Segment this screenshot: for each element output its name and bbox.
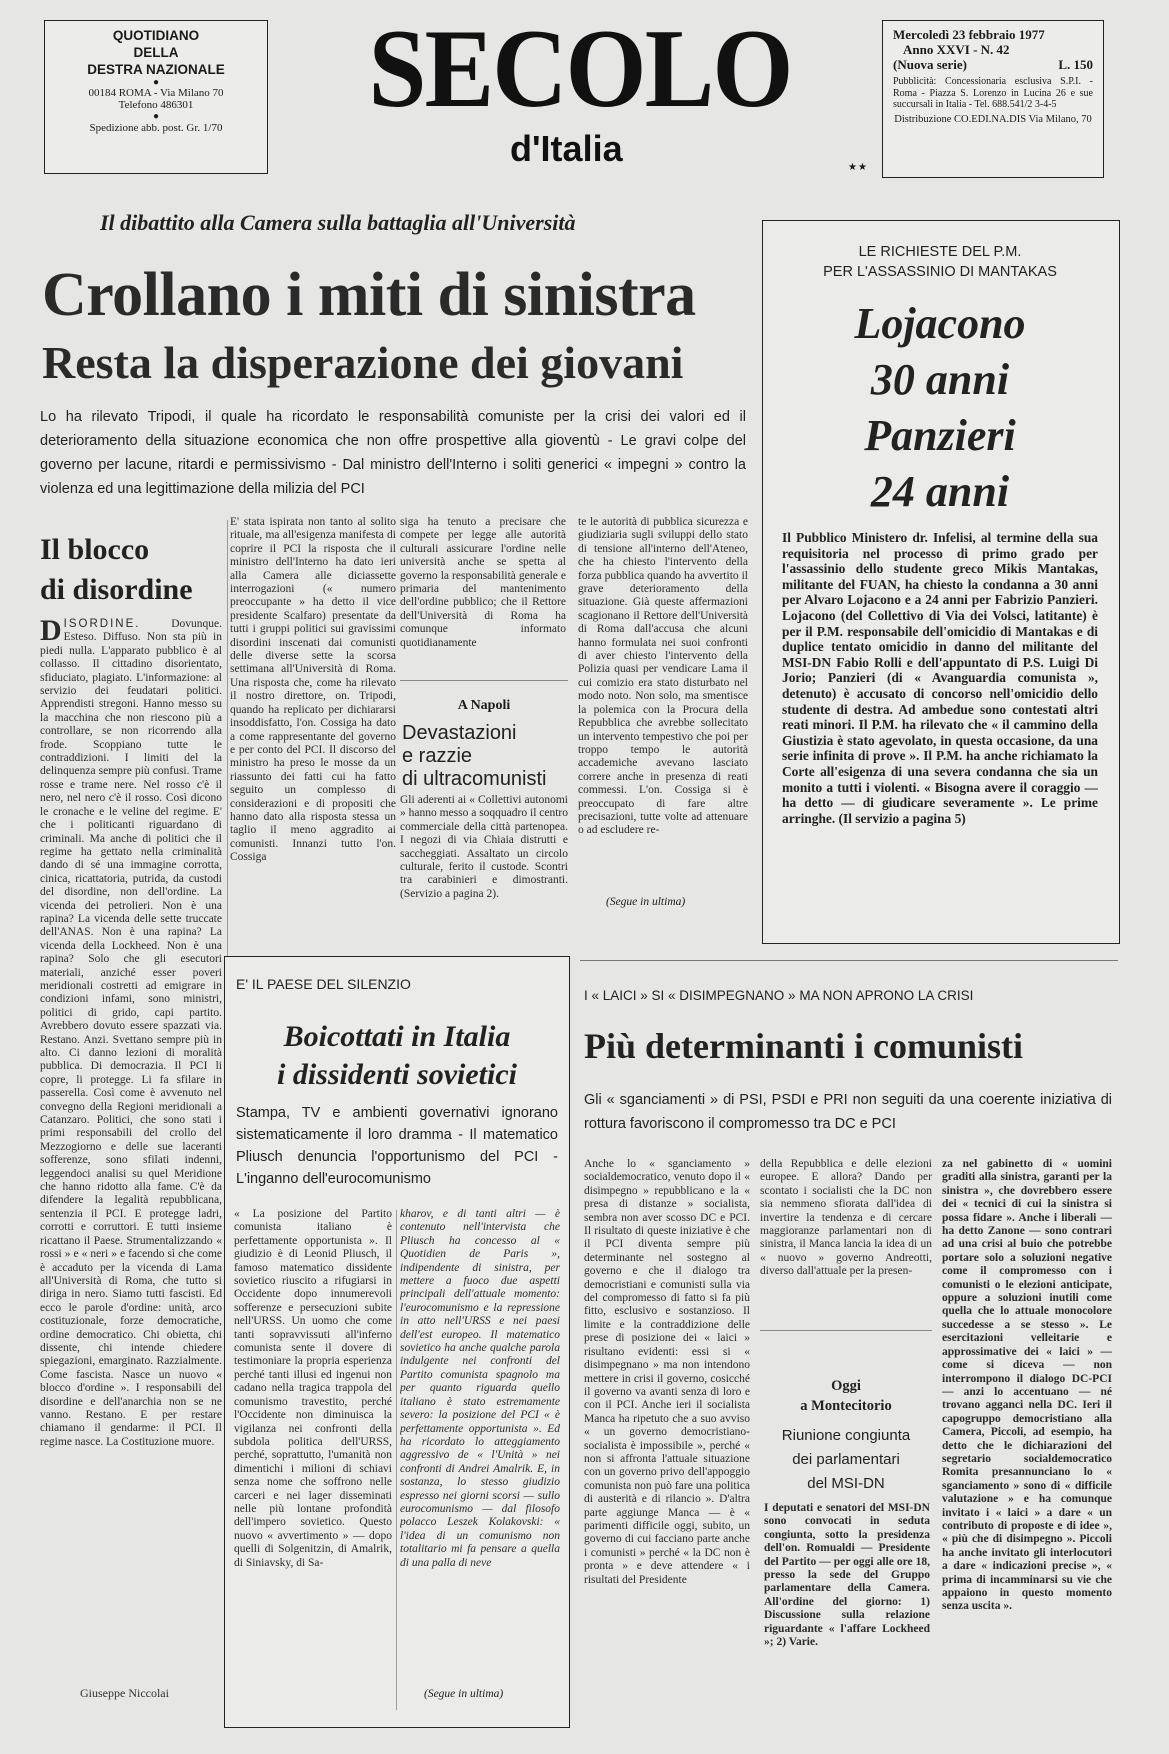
- lead-article-col-2: E' stata ispirata non tanto al solito rituale, ma all'esigenza manifesta di coprire il PCI la risposta che il ministro dell'Interno ha dato ieri alla Camera alle diciassette interrogazioni (« numero preoccupante » ha detto il vice presidente Scalfaro) presentate da tutti i gruppi politici sui gravissimi disordini inscenati dai comunisti delle diverse sette la scorsa settimana all'Università di Roma. Una risposta che, come ha rilevato il nostro direttore, on. Tripodi, quando ha replicato per dichiararsi insoddisfatto, l'on. Cossiga ha dato a come rappresentante del governo e per conto del PCI. Il discorso del ministro ha preso le mosse da un riassunto dei fatti cui ha fatto seguito un complesso di considerazioni e di propositi che hanno dato alla risposta stessa un taglio il meno aggradito ai comunisti. Innanzi tutto l'on. Cossiga: [230, 516, 396, 864]
- lead-deck: Lo ha rilevato Tripodi, il quale ha ricordato le responsabilità comuniste per la crisi dei valori ed il deterioramento della situazione economica che non offre prospettive alla gioventù - Le gravi colpe del governo per lacune, ritardi e permissivismo - Dal ministro dell'Interno i soliti generici « impegni » contro la violenza ed una legittimazione della milizia del PCI: [40, 409, 746, 497]
- lead-article-col-3: siga ha tenuto a precisare che compete per legge alle autorità culturali assicurare l'ordine nelle università anche se spetta al governo la responsabilità generale e primaria del mantenimento dell'ordine pubblico; che il Rettore dell'Università di Roma ha comunque informato quotidianamente: [400, 516, 566, 649]
- lead-subheadline: Resta la disperazione dei giovani: [42, 337, 684, 388]
- mantakas-headline: [764, 296, 1116, 520]
- napoli-divider: [400, 680, 568, 681]
- laici-kicker: I « LAICI » SI « DISIMPEGNANO » MA NON APRONO LA CRISI: [584, 988, 974, 1003]
- masthead-right-box: [882, 20, 1104, 178]
- masthead-line-1: QUOTIDIANO: [112, 28, 200, 43]
- mantakas-kicker-line-2: PER L'ASSASSINIO DI MANTAKAS: [823, 264, 1057, 280]
- editorial-author: Giuseppe Niccolai: [80, 1686, 169, 1700]
- dissidents-deck: Stampa, TV e ambienti governativi ignorano sistematicamente il loro dramma - Il matematico Pliusch denuncia l'opportunismo del PCI - L'inganno dell'eurocomunismo: [236, 1105, 558, 1187]
- mantakas-body: Il Pubblico Ministero dr. Infelisi, al termine della sua requisitoria nel processo di primo grado per l'assassinio dello studente greco Mikis Mantakas, militante del FUAN, ha chiesto la condanna a 30 anni per Alvaro Lojacono e a 24 anni per Fabrizio Panzieri. Lojacono (del Collettivo di Via dei Volsci, latitante) è per il P.M. responsabile dell'omicidio di Mantakas e di duplice tentato omicidio in danno del militante del MSI-DN Fabio Rolli e dell'appuntato di P.S. Luigi Di Jorio; Panzieri (di « Avanguardia comunista », detenuto) è accusato di concorso nell'omicidio dello studente di destra. Ad ambedue sono contestati altri reati minori. Il P.M. ha rilevato che « il cammino della Giustizia è stato agevolato, in questa occasione, da una serie infinita di prove ». Il P.M. ha anche richiamato la Corte all'esigenza di una severa condanna che sia un monito a tutti i violenti. « Bisogna avere il coraggio — ha detto — di giudicare severamente ». Le prime arringhe. (Il servizio a pagina 5): [782, 530, 1098, 826]
- newspaper-title: SECOLO: [368, 7, 792, 131]
- column-rule: [396, 1210, 397, 1710]
- bullet-icon: ●: [152, 111, 160, 122]
- napoli-headline-line-3: di ultracomunisti: [402, 768, 547, 790]
- napoli-headline-line-2: e razzie: [402, 745, 473, 767]
- masthead-address: 00184 ROMA - Via Milano 70: [88, 87, 224, 99]
- dissidents-continued: (Segue in ultima): [424, 1688, 504, 1700]
- distribution-info: Distribuzione CO.EDI.NA.DIS Via Milano, 70: [894, 113, 1092, 125]
- dissidents-headline-line-1: Boicottati in Italia: [283, 1020, 511, 1053]
- montecitorio-kicker-line-2: a Montecitorio: [800, 1398, 892, 1414]
- dissidents-kicker: E' IL PAESE DEL SILENZIO: [236, 976, 411, 992]
- napoli-headline-line-1: Devastazioni: [402, 722, 517, 744]
- masthead-postal: Spedizione abb. post. Gr. 1/70: [89, 122, 223, 134]
- montecitorio-headline-line-1: Riunione congiunta: [781, 1427, 911, 1444]
- editorial-title-line-1: Il blocco: [40, 533, 150, 566]
- bullet-icon: ●: [152, 77, 160, 88]
- napoli-headline: [402, 722, 570, 791]
- laici-col-2: della Repubblica e delle elezioni europee. E allora? Dando per scontato i socialisti che la DC non sia nemmeno sfiorata dall'idea di invertire la tendenza e di cercare maggioranze parlamentari non di sinistra, il Manca lancia la idea di un « nuovo » governo Andreotti, diverso dall'attuale per la presen-: [760, 1158, 932, 1278]
- laici-deck: Gli « sganciamenti » di PSI, PSDI e PRI non seguiti da una coerente iniziativa di rottura favoriscono il compromesso tra DC e PCI: [584, 1092, 1112, 1132]
- lead-kicker: Il dibattito alla Camera sulla battaglia all'Università: [100, 210, 576, 235]
- mantakas-kicker-line-1: LE RICHIESTE DEL P.M.: [858, 244, 1022, 260]
- editorial-text: Dovunque. Esteso. Diffuso. Non sta più in piedi nulla. L'apparato pubblico è al collasso. Il cittadino disorientato, sfiduciato, plagiato. L'informazione: al servizio dei feudatari politici. Apprendisti stregoni. Hanno messo su la macchina che non riescono più a controllare, se non ricorrendo alla frode. Scoppiano tutte le contraddizioni. I limiti del la delinquenza sempre più confusi. Trame rosse e trame nere. Nel rosso c'è il nero, nel nero c'è il rosso. Così dicono le cronache e le veline del regime. E' che i politicanti riguardano di criminali. Ma anche di politici che il regime ha gettato nella criminalità dando di sé una immagine corrotta, cinica, ricattatoria, putrida, da custodi del disordine, non dell'ordine. La vicenda dei petrolieri. Non è una rapina? La vicenda delle sette truccate dell'ANAS. Non è una rapina? La vicenda della Lockheed. Non è una rapina? Solo che gli esecutori materiali, anziché esser poveri meridionali costretti ad emigrare in condizioni infami, sono ministri, politici di grido, capi partito. Avrebbero dovuto essere spazzati via. Restano. Anzi. Svettano sempre più in alto. Ci danno lezioni di moralità pubblica. Di democrazia. Il PCI li copre, li protegge. Li fa sfilare in passerella. Così come è avvenuto nel convegno della Regioni meridionali a Catanzaro. Politici, che sono stati i primi responsabili del crollo del Mezzogiorno e delle sue laceranti sofferenze, sono sfilati indenni, leggendoci analisi su quel Meridione che hanno ridotto alla fame. C'è da difendere la legalità repubblicana, sentenzia il PCI. E protegge ladri, corrotti e corruttori. E tutti insieme ricattano il Paese. Strumentalizzando « rossi » e « neri » e facendo sì che come è accaduto per la vicenda di Lama all'Università di Roma, che tutto si diriga in nero. Siamo tutti fascisti. Ed ecco le parole d'ordine: unità, arco costituzionale, forze democratiche, ordine democratico. Chi obietta, chi dissente, chi intende chiedere spiegazioni, emarginato. Razzialmente. Come fascista. Nasce un nuovo « blocco d'ordine ». I responsabili del disordine e dell'anarchia non se ne vanno. Restano. E per restare chiamano il gendarme: il PCI. Il regime nasce. La Costituzione muore.: [40, 618, 222, 1448]
- issue-date: Mercoledì 23 febbraio 1977: [893, 27, 1045, 42]
- dissidents-headline: [230, 1018, 564, 1094]
- mantakas-kicker: [764, 242, 1116, 282]
- advertising-info: Pubblicità: Concessionaria esclusiva S.P.I. - Roma - Piazza S. Lorenzo in Lucina 26 e sue succursali in Italia - Tel. 688.541/2 3-4-5: [893, 76, 1093, 110]
- napoli-kicker: A Napoli: [457, 698, 511, 713]
- montecitorio-headline: [760, 1424, 932, 1496]
- issue-year: Anno XXVI - N. 42: [903, 42, 1010, 57]
- masthead-left-box: [44, 20, 268, 174]
- lead-continued: (Segue in ultima): [606, 896, 686, 908]
- laici-headline: Più determinanti i comunisti: [584, 1026, 1023, 1066]
- editorial-lead-word: ISORDINE.: [63, 618, 141, 630]
- dissidents-col-1: « La posizione del Partito comunista italiano è perfettamente opportunista ». Il giudizio è di Leonid Pliusch, il famoso matematico dissidente sovietico riuscito a rifugiarsi in Occidente dopo innumerevoli sofferenze e persecuzioni subite nell'URSS. Un uomo che come tanti sopravvissuti all'inferno comunista sente il dovere di testimoniare la propria esperienza perché tanti illusi ed ingenui non cadano nella tragica trappola del comunismo travestito, perché l'Occidente non diminuisca la vigilanza nei confronti della subdola politica dell'URSS, perché, soprattutto, l'umanità non dimentichi i milioni di schiavi senza nome che soffrono nelle carceri e nei lager disseminati nelle più lontane profondità dell'impero sovietico. Questo nuovo « avvertimento » — dopo quelli di Solgenitzin, di Amalrik, di Siniavsky, di Sa-: [234, 1208, 392, 1569]
- issue-price: L. 150: [1058, 57, 1093, 72]
- issue-series: (Nuova serie): [893, 57, 968, 72]
- star-icon: ★★: [848, 162, 868, 173]
- mantakas-headline-line-1: Lojacono: [854, 299, 1026, 348]
- mantakas-headline-line-2: 30 anni: [870, 355, 1010, 404]
- editorial-body: [40, 618, 222, 1678]
- editorial-dropcap: D: [40, 618, 62, 647]
- montecitorio-body: I deputati e senatori del MSI-DN sono convocati in seduta congiunta, sotto la presidenza dell'on. Romualdi — Presidente del Partito — per oggi alle ore 18, presso la sede del Gruppo parlamentare della Camera. All'ordine del giorno: 1) Discussione sulla relazione riguardante « l'affare Lockheed »; 2) Varie.: [764, 1502, 930, 1649]
- lead-headline: Crollano i miti di sinistra: [42, 261, 696, 329]
- montecitorio-kicker-line-1: Oggi: [831, 1378, 861, 1394]
- editorial-title-line-2: di disordine: [40, 573, 193, 606]
- masthead-phone: Telefono 486301: [118, 99, 194, 111]
- masthead-line-3: DESTRA NAZIONALE: [87, 62, 225, 77]
- montecitorio-headline-line-2: dei parlamentari: [792, 1451, 900, 1468]
- laici-divider: [580, 960, 1118, 961]
- dissidents-col-2: kharov, e di tanti altri — è contenuto nell'intervista che Pliusch ha concesso al « Quotidien de Paris », indipendente di sinistra, per mettere a fuoco due aspetti principali dell'attuale momento: l'eurocomunismo e la repressione in atto nell'URSS e nei paesi dell'est europeo. Il matematico sovietico ha anche qualche parola indulgente nei confronti del Partito comunista spagnolo ma per quanto riguarda quello italiano è stato estremamente severo: la posizione del PCI « è perfettamente opportunista ». Ed ha ricordato lo atteggiamento aggressivo de « l'Unità » nei confronti di Andrei Amalrik. E, in sostanza, lo stesso giudizio espresso nei giorni scorsi — sullo eurocomunismo — dal filosofo polacco Leszek Kolakovski: « l'idea di un comunismo non totalitario mi fa pensare a quella di una palla di neve: [400, 1208, 560, 1569]
- laici-col-3: za nel gabinetto di « uomini graditi alla sinistra, garanti per la sinistra », che dovrebbero essere dei « tecnici di cui la sinistra si possa fidare ». Anche i liberali — ha detto Zanone — sono contrari ad una crisi al buio che potrebbe portare solo a soluzioni negative come il compromesso con i comunisti o le elezioni anticipate, oppure a soluzioni inutili come quella che lo attuale monocolore succedesse a se stesso ». Le esercitazioni velleitarie e approssimative dei « laici » — come si diceva — non interrompono il dialogo DC-PCI — anzi lo accentuano — né trovano agganci nella DC. Ieri il capogruppo democristiano alla Camera, Piccoli, ad esempio, ha detto che le dichiarazioni del segretario socialdemocratico Romita presannunciano lo « sganciamento » sono di « difficile valutazione » e ha comunque invitato i « laici » a dare « un contributo di proposte e di idee », « più che di disimpegno ». Piccoli ha anche invitato gli interlocutori a dare « indicazioni precise », « prima di incamminarsi su vie che appaiono in questo momento senza uscita ».: [942, 1158, 1112, 1613]
- laici-col-1: Anche lo « sganciamento » socialdemocratico, venuto dopo il « disimpegno » repubblicano e la « presa di distanze » socialista, sembra non aver scosso DC e PCI. Il risultato di queste iniziative è che il PCI diventa sempre più determinante nel sostegno al governo e che il dialogo tra democristiani e comunisti sulla via del compromesso di fatto si fa più fitto, esclusivo e sostanzioso. Il limite e la contraddizione delle prese di posizione dei « laici » risultano evidenti: essi si « disimpegnano » ma non intendono mettere in crisi il governo, cosicché il governo va avanti senza di loro e con il PCI. Anche ieri il socialista Manca ha ripetuto che a suo avviso « un governo democristiano-socialista è impossibile », perché « non si affronta l'attuale situazione con un governo privo dell'appoggio comunista non può fare una politica di austerità e di rilancio ». D'altra parte aggiunge Manca — è « parimenti difficile oggi, subito, un governo di cui facciano parte anche i comunisti » perché « la DC non è pronta » e deve attendere « i risultati del Presidente: [584, 1158, 750, 1586]
- newspaper-subtitle: d'Italia: [510, 128, 623, 169]
- dissidents-headline-line-2: i dissidenti sovietici: [277, 1058, 517, 1091]
- montecitorio-divider: [760, 1330, 932, 1331]
- editorial-title: [40, 530, 222, 610]
- mantakas-headline-line-4: 24 anni: [870, 467, 1010, 516]
- lead-article-col-4: te le autorità di pubblica sicurezza e giudiziaria sugli sviluppi dello stato di tensione all'interno dell'Ateneo, che ha chiesto l'intervento della forza pubblica quando ha avvertito il grave deterioramento della situazione. Già queste affermazioni scagionano il Rettore dell'Università di Roma dall'accusa che alcuni hanno formulata nei suoi confronti di aver chiesto l'intervento della Polizia quasi per vendicare Lama il cui comizio era stato disturbato nel modo noto. Non solo, ma smentisce la polemica con la Procura della Repubblica che avrebbe sollecitato un intervento tempestivo che poi per troppo tempo le autorità accademiche avevano lasciato correre anche in presenza di reati commessi. L'on. Cossiga si è preoccupato di fare altre precisazioni, tutte volte ad attenuare o ad escludere re-: [578, 516, 748, 837]
- montecitorio-headline-line-3: del MSI-DN: [807, 1475, 885, 1492]
- napoli-body: Gli aderenti ai « Collettivi autonomi » hanno messo a soqquadro il centro commerciale della città partenopea. I negozi di via Chiaia distrutti e saccheggiati. Assaltato un circolo culturale, ferito il custode. Scontri tra carabinieri e dimostranti. (Servizio a pagina 2).: [400, 794, 568, 900]
- montecitorio-kicker: [760, 1376, 932, 1416]
- mantakas-headline-line-3: Panzieri: [864, 411, 1016, 460]
- masthead-line-2: DELLA: [133, 45, 179, 60]
